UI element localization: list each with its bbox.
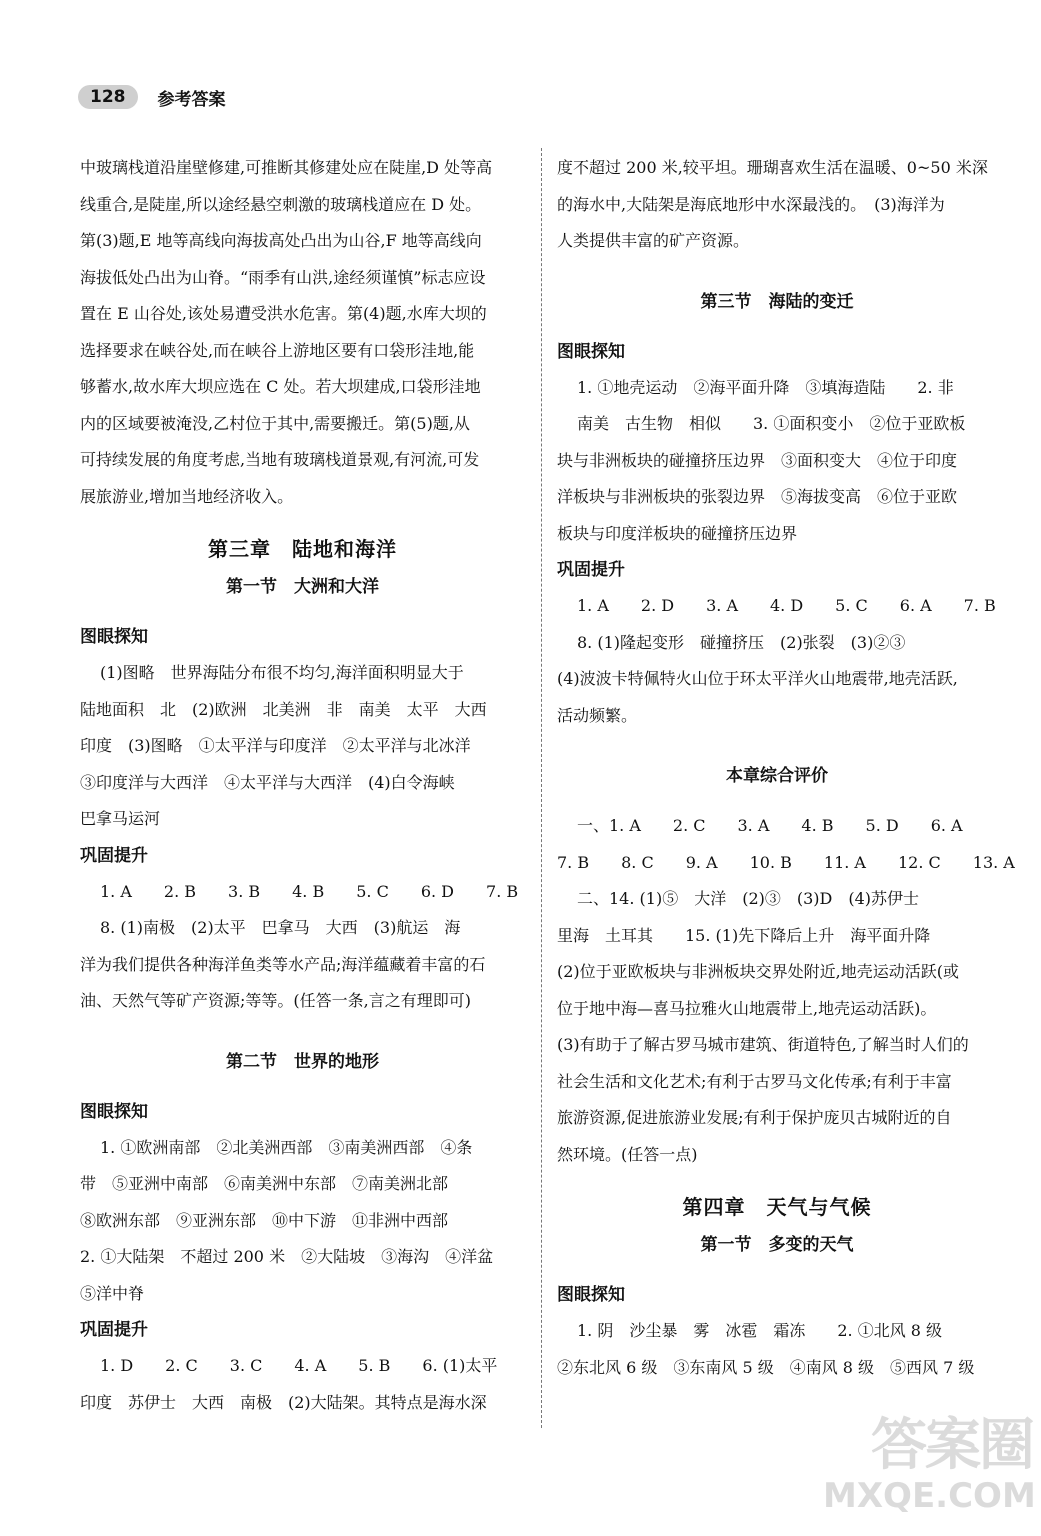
watermark-url: MXQE.COM — [823, 1476, 1036, 1516]
text-line: 选择要求在峡谷处,而在峡谷上游地区要有口袋形洼地,能 — [80, 340, 475, 360]
text-line: 内的区域要被淹没,乙村位于其中,需要搬迁。第(5)题,从 — [80, 413, 470, 433]
text-line: (2)位于亚欧板块与非洲板块交界处附近,地壳运动活跃(或 — [557, 962, 959, 981]
text-line: 置在 E 山谷处,该处易遭受洪水危害。第(4)题,水库大坝的 — [80, 304, 487, 323]
text-line: 里海 土耳其 15. (1)先下降后上升 海平面升降 — [557, 925, 931, 945]
watermark-logo — [823, 1413, 1036, 1526]
text-line: 巴拿马运河 — [80, 809, 161, 828]
section-2-subheading-1: 图眼探知 — [80, 1101, 148, 1122]
text-line: 旅游资源,促进旅游业发展;有利于保护庞贝古城附近的自 — [557, 1108, 952, 1127]
section-1-answers-2 — [80, 874, 525, 1020]
section-3-subheading-1: 图眼探知 — [557, 341, 625, 362]
page-header — [78, 82, 226, 112]
chapter-4-answers-1 — [557, 1313, 997, 1386]
text-line: ②东北风 6 级 ③东南风 5 级 ④南风 8 级 ⑤西风 7 级 — [557, 1357, 975, 1377]
chapter-review-answers — [557, 808, 1015, 1173]
section-1-subheading-1: 图眼探知 — [80, 627, 148, 647]
text-line: 中玻璃栈道沿崖壁修建,可推断其修建处应在陡崖,D 处等高 — [80, 158, 493, 177]
text-line: 洋为我们提供各种海洋鱼类等水产品;海洋蕴藏着丰富的石 — [80, 954, 486, 974]
text-line: (1)图略 世界海陆分布很不均匀,海洋面积明显大于 — [100, 663, 464, 682]
section-3-answers-2 — [557, 588, 997, 734]
header-title: 参考答案 — [157, 89, 226, 110]
text-line: 1. A 2. D 3. A 4. D 5. C 6. A 7. B — [577, 596, 996, 615]
chapter-4-title: 第四章 天气与气候 — [682, 1195, 872, 1219]
section-1-answers-1 — [80, 655, 525, 838]
section-1-subheading-2: 巩固提升 — [80, 845, 148, 866]
text-line: 展旅游业,增加当地经济收入。 — [80, 486, 294, 506]
text-line: 1. ①欧洲南部 ②北美洲西部 ③南美洲西部 ④条 — [100, 1137, 473, 1157]
text-line: 1. A 2. B 3. B 4. B 5. C 6. D 7. B — [100, 881, 519, 901]
left-intro — [80, 150, 525, 515]
text-line: ⑤洋中脊 — [80, 1283, 145, 1303]
chapter-3-title: 第三章 陆地和海洋 — [208, 537, 397, 561]
section-1-title: 第一节 大洲和大洋 — [226, 577, 379, 597]
text-line: 板块与印度洋板块的碰撞挤压边界 — [557, 523, 798, 543]
text-line: (4)波波卡特佩特火山位于环太平洋火山地震带,地壳活跃, — [557, 669, 958, 688]
text-line: 洋板块与非洲板块的张裂边界 ⑤海拔变高 ⑥位于亚欧 — [557, 487, 958, 506]
text-line: 第(3)题,E 地等高线向海拔高处凸出为山谷,F 地等高线向 — [80, 231, 482, 250]
text-line: 够蓄水,故水库大坝应选在 C 处。若大坝建成,口袋形洼地 — [80, 377, 481, 396]
text-line: 8. (1)南极 (2)太平 巴拿马 大西 (3)航运 海 — [100, 918, 461, 937]
watermark-text: 答案圈 — [871, 1413, 1033, 1478]
text-line: 1. 阴 沙尘暴 雾 冰雹 霜冻 2. ①北风 8 级 — [577, 1321, 943, 1340]
text-line: 2. ①大陆架 不超过 200 米 ②大陆坡 ③海沟 ④洋盆 — [80, 1247, 494, 1266]
text-line: 南美 古生物 相似 3. ①面积变小 ②位于亚欧板 — [577, 414, 966, 433]
right-intro — [557, 150, 997, 260]
text-line: 一、1. A 2. C 3. A 4. B 5. D 6. A — [577, 816, 963, 835]
text-line: 位于地中海—喜马拉雅火山地震带上,地壳运动活跃)。 — [557, 998, 937, 1018]
text-line: 陆地面积 北 (2)欧洲 北美洲 非 南美 太平 大西 — [80, 699, 487, 719]
text-line: (3)有助于了解古罗马城市建筑、街道特色,了解当时人们的 — [557, 1035, 969, 1054]
section-2-subheading-2: 巩固提升 — [80, 1320, 148, 1340]
text-line: 1. ①地壳运动 ②海平面升降 ③填海造陆 2. 非 — [577, 377, 954, 397]
text-line: 带 ⑤亚洲中南部 ⑥南美洲中东部 ⑦南美洲北部 — [80, 1174, 449, 1193]
text-line: 印度 苏伊士 大西 南极 (2)大陆架。其特点是海水深 — [80, 1392, 487, 1412]
section-3-subheading-2: 巩固提升 — [557, 560, 625, 580]
text-line: 社会生活和文化艺术;有利于古罗马文化传承;有利于丰富 — [557, 1071, 952, 1091]
chapter-4-section-1-title: 第一节 多变的天气 — [700, 1235, 854, 1255]
text-line: 印度 (3)图略 ①太平洋与印度洋 ②太平洋与北冰洋 — [80, 736, 471, 755]
text-line: 8. (1)隆起变形 碰撞挤压 (2)张裂 (3)②③ — [577, 632, 906, 652]
text-line: 可持续发展的角度考虑,当地有玻璃栈道景观,有河流,可发 — [80, 450, 480, 469]
chapter-4-subheading-1: 图眼探知 — [557, 1285, 625, 1305]
text-line: 二、14. (1)⑤ 大洋 (2)③ (3)D (4)苏伊士 — [577, 889, 920, 908]
text-line: 海拔低处凸出为山脊。“雨季有山洪,途经须谨慎”标志应设 — [80, 267, 486, 287]
text-line: 块与非洲板块的碰撞挤压边界 ③面积变大 ④位于印度 — [557, 450, 958, 470]
text-line: 线重合,是陡崖,所以途经悬空刺激的玻璃栈道应在 D 处。 — [80, 194, 482, 214]
text-line: 活动频繁。 — [557, 705, 638, 725]
column-divider — [541, 148, 542, 1428]
text-line: 的海水中,大陆架是海底地形中水深最浅的。 (3)海洋为 — [557, 194, 945, 214]
text-line: 7. B 8. C 9. A 10. B 11. A 12. C 13. A — [557, 852, 1015, 872]
text-line: 度不超过 200 米,较平坦。珊瑚喜欢生活在温暖、0~50 米深 — [557, 158, 988, 177]
section-3-title: 第三节 海陆的变迁 — [700, 291, 854, 312]
left-column — [80, 150, 525, 1421]
page-number: 128 — [78, 85, 138, 109]
text-line: ③印度洋与大西洋 ④太平洋与大西洋 (4)白令海峡 — [80, 772, 455, 792]
chapter-review-title: 本章综合评价 — [726, 766, 828, 786]
text-line: 1. D 2. C 3. C 4. A 5. B 6. (1)太平 — [100, 1356, 498, 1375]
section-2-answers-2 — [80, 1348, 525, 1421]
section-2-title: 第二节 世界的地形 — [226, 1051, 379, 1072]
text-line: 然环境。(任答一点) — [557, 1144, 698, 1164]
right-column — [557, 150, 1015, 1386]
section-2-answers-1 — [80, 1130, 525, 1313]
text-line: ⑧欧洲东部 ⑨亚洲东部 ⑩中下游 ⑪非洲中西部 — [80, 1210, 449, 1230]
text-line: 人类提供丰富的矿产资源。 — [557, 231, 750, 250]
section-3-answers-1 — [557, 370, 997, 553]
text-line: 油、天然气等矿产资源;等等。(任答一条,言之有理即可) — [80, 991, 471, 1010]
